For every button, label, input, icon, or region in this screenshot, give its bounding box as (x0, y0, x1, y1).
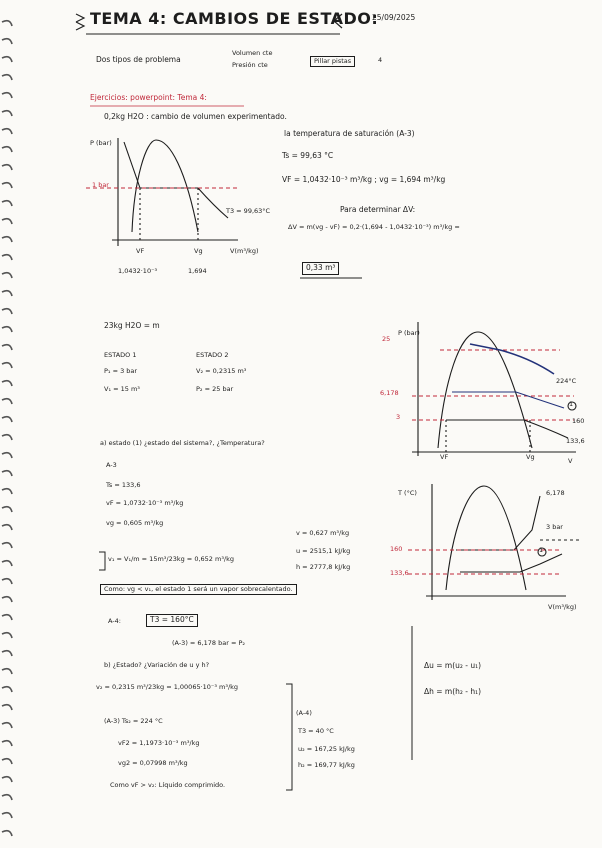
intro-extra-num: 4 (378, 56, 383, 64)
ex1-vg-label: Vg (194, 247, 203, 255)
state1-v: V₁ = 15 m³ (104, 385, 140, 393)
ex2-sh-h: h = 2777,8 kJ/kg (296, 563, 351, 571)
state1-p: P₁ = 3 bar (104, 367, 138, 375)
gtv-t1: 160 (390, 545, 403, 553)
ex2-compressed: Como vF > v₂: Líquido comprimido. (110, 781, 226, 789)
gpv-p-axis: P (bar) (398, 329, 420, 337)
ex1-vf-vg: VF = 1,0432·10⁻³ m³/kg ; vg = 1,694 m³/kg (282, 175, 446, 184)
state2-p: P₂ = 25 bar (196, 385, 234, 393)
gpv-vf: VF (440, 453, 449, 461)
ex2-v2-eq: v₂ = 0,2315 m³/23kg = 1,00065·10⁻³ m³/kg (96, 683, 239, 691)
exercises-heading: Ejercicios: powerpoint: Tema 4: (90, 93, 207, 102)
ex1-ts: Ts = 99,63 °C (282, 151, 334, 160)
ex1-determine: Para determinar ΔV: (340, 205, 416, 214)
ex2-h2: h₂ = 169,77 kJ/kg (298, 761, 355, 769)
intro-prefix: Dos tipos de problema (96, 55, 181, 64)
ex1-vg-val: 1,694 (188, 267, 207, 275)
gtv-top: 6,178 (546, 489, 565, 497)
gpv-low: 3 (396, 413, 401, 421)
ex2-vg: vg = 0,605 m³/kg (106, 519, 164, 527)
state1-title: ESTADO 1 (104, 351, 137, 359)
ex2-vf: vF = 1,0732·10⁻³ m³/kg (106, 499, 184, 507)
ex1-dv-eq: ΔV = m(vg - vF) = 0,2·(1,694 - 1,0432·10⁻³) m³/kg = (288, 223, 460, 231)
ex1-p-axis: P (bar) (90, 139, 112, 147)
gpv-iso3: 133,6 (566, 437, 585, 445)
ex2-u2: u₂ = 167,25 kJ/kg (298, 745, 355, 753)
ex2-label: 23kg H2O = m (104, 321, 160, 330)
ex2-a4: A-4: (108, 617, 121, 625)
gtv-t-axis: T (°C) (398, 489, 417, 497)
ex1-sat-temp: la temperatura de saturación (A-3) (284, 129, 415, 138)
ex2-sh-u: u = 2515,1 kJ/kg (296, 547, 351, 555)
ex2-vf2: vF2 = 1,1973·10⁻³ m³/kg (118, 739, 200, 747)
title-bracket-left (76, 14, 84, 30)
ex2-sh-v: v = 0,627 m³/kg (296, 529, 350, 537)
ex2-a3-p: (A-3) = 6,178 bar = P₂ (172, 639, 245, 647)
ex2-a4b: (A-4) (296, 709, 312, 717)
graph-pv-ex1 (86, 138, 238, 246)
page-date: 25/09/2025 (372, 13, 416, 22)
ex1-line-label: 1 bar (92, 181, 109, 189)
gtv-v-axis: V(m³/kg) (548, 603, 577, 611)
bracket-b (286, 684, 292, 790)
graph-tv-ex2 (408, 484, 580, 600)
ex2-a3: A-3 (106, 461, 117, 469)
gpv-top: 25 (382, 335, 391, 343)
ex2-ts2: (A-3) Ts₂ = 224 °C (104, 717, 163, 725)
ex1-label: 0,2kg H2O : cambio de volumen experimentado. (104, 112, 287, 121)
state2-title: ESTADO 2 (196, 351, 229, 359)
ex1-vf-val: 1,0432·10⁻³ (118, 267, 158, 275)
ex1-vf-label: VF (136, 247, 145, 255)
bracket-v1 (99, 552, 105, 570)
ex2-dh: Δh = m(h₂ - h₁) (424, 687, 482, 696)
gtv-line: 3 bar (546, 523, 563, 531)
ex1-v-axis: V(m³/kg) (230, 247, 259, 255)
ex2-conclusion: Como: vg < v₁, el estado 1 será un vapor sobrecalentado. (100, 584, 297, 595)
ex2-q-a: a) estado (1) ¿estado del sistema?, ¿Temperatura? (100, 439, 265, 447)
intro-extra: Pillar pistas (310, 56, 355, 67)
ex1-iso-label: T3 = 99,63°C (226, 207, 271, 215)
gpv-pt: 1 (569, 400, 574, 408)
ex2-du: Δu = m(u₂ - u₁) (424, 661, 482, 670)
state2-v: V₂ = 0,2315 m³ (196, 367, 247, 375)
gpv-v-axis: V (568, 457, 573, 465)
gtv-t2: 133,6 (390, 569, 409, 577)
gpv-iso2: 160 (572, 417, 585, 425)
gpv-mid: 6,178 (380, 389, 399, 397)
ex2-q-b: b) ¿Estado? ¿Variación de u y h? (104, 661, 210, 669)
ex1-result: 0,33 m³ (302, 262, 339, 275)
ex2-t-result: T3 = 160°C (146, 614, 198, 627)
ex2-vg2: vg2 = 0,07998 m³/kg (118, 759, 188, 767)
intro-opt2: Presión cte (232, 61, 268, 69)
page-title: TEMA 4: CAMBIOS DE ESTADO: (90, 9, 379, 28)
gtv-pt: 1 (539, 546, 544, 554)
gpv-iso1: 224°C (556, 377, 577, 385)
graph-pv-ex2 (412, 322, 576, 456)
ex2-ts: Ts = 133,6 (106, 481, 141, 489)
gpv-vg: Vg (526, 453, 535, 461)
intro-opt1: Volumen cte (232, 49, 273, 57)
ex2-v1-eq: v₁ = V₁/m = 15m³/23kg = 0,652 m³/kg (108, 555, 235, 563)
ex2-t3b: T3 = 40 °C (298, 727, 334, 735)
